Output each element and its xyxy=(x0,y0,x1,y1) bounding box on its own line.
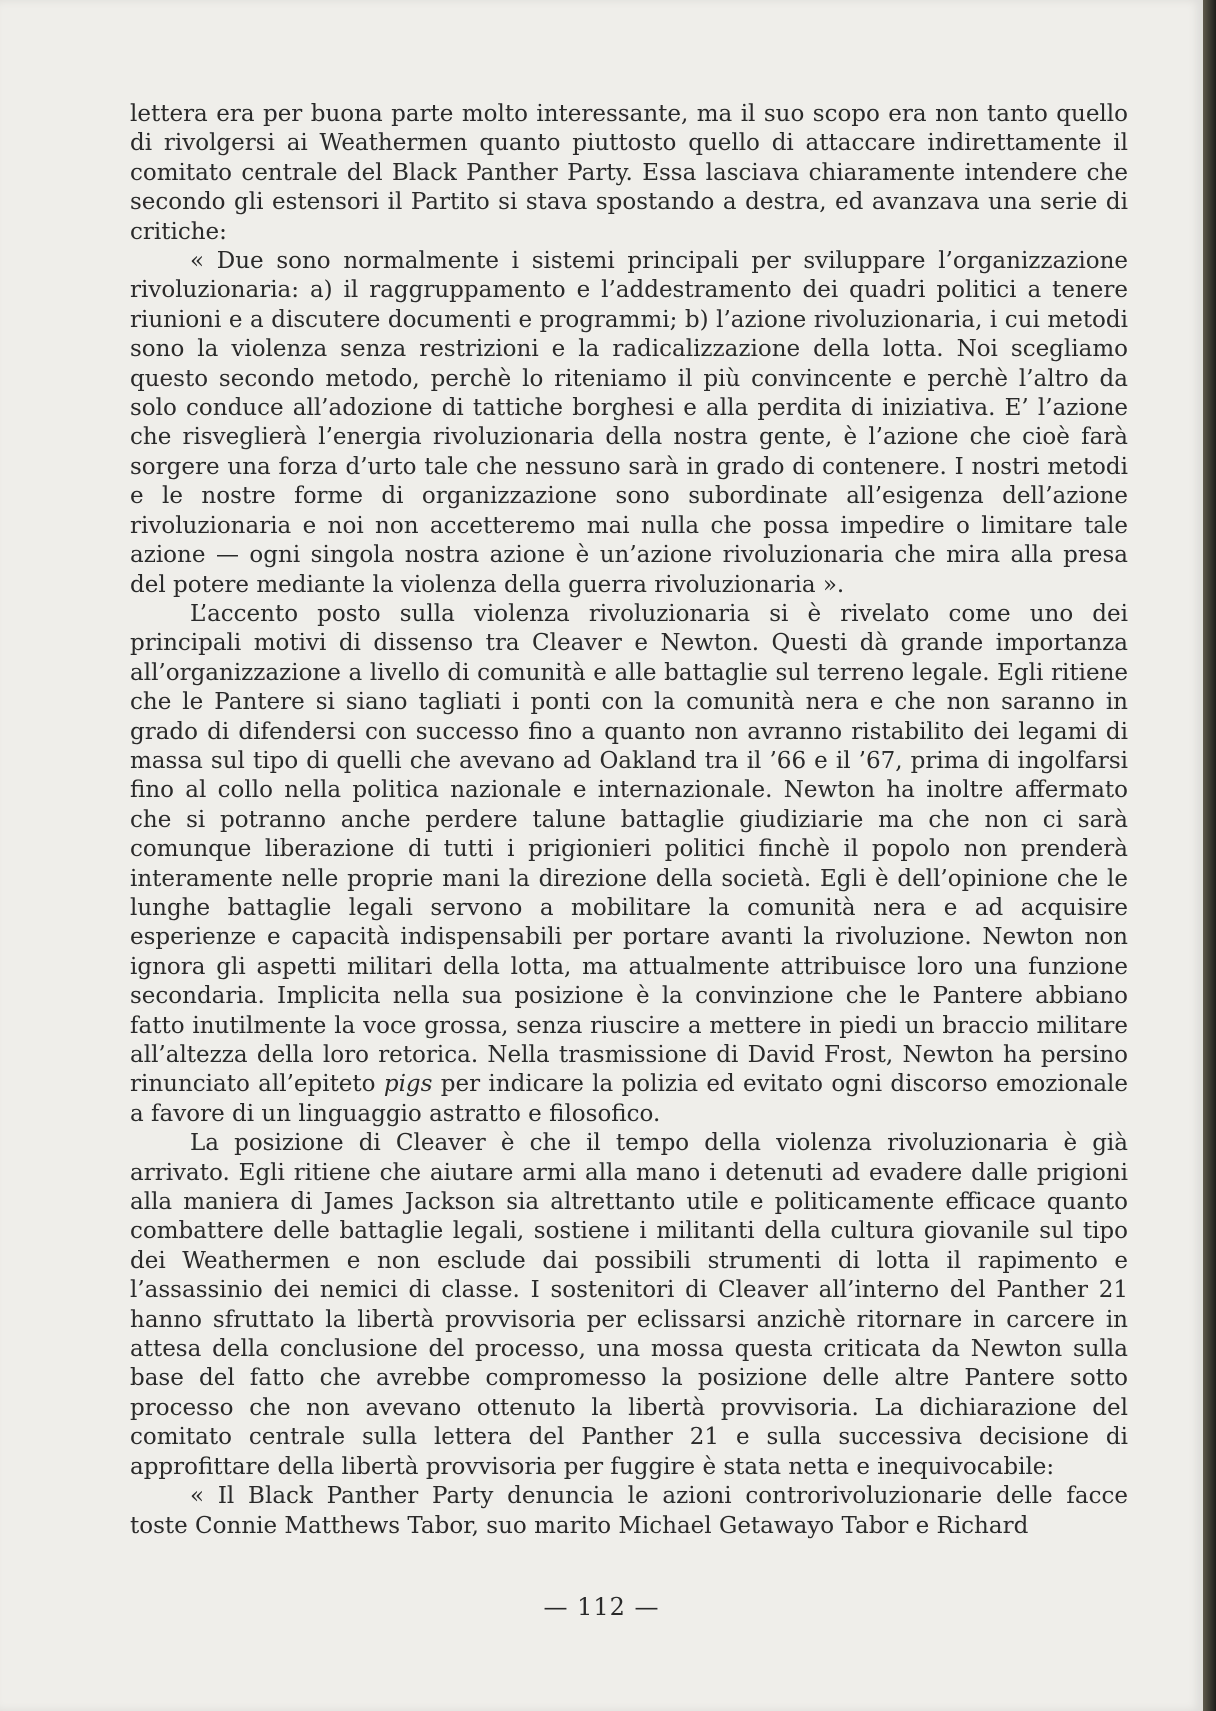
paragraph-4: La posizione di Cleaver è che il tempo della violenza rivoluzionaria è già arrivato. Egli ritiene che aiutare armi alla mano i detenuti ad evadere dalle prigioni alla maniera di James Jackson sia altrettanto utile e politicamente efficace quanto combattere delle battaglie legali, sostiene i militanti della cultura giovanile sul tipo dei Weathermen e non esclude dai possibili strumenti di lotta il rapimento e l’assassinio dei nemici di classe. I sostenitori di Cleaver all’interno del Panther 21 hanno sfruttato la libertà provvisoria per eclissarsi anzichè ritornare in carcere in attesa della conclusione del processo, una mossa questa criticata da Newton sulla base del fatto che avrebbe compromesso la posizione delle altre Pantere sotto processo che non avevano ottenuto la libertà provvisoria. La dichiarazione del comitato centrale sulla lettera del Panther 21 e sulla successiva decisione di approfittare della libertà provvisoria per fuggire è stata netta e inequivocabile: xyxy=(130,1130,1128,1480)
page-edge-shadow xyxy=(1203,0,1216,1711)
page-number: — 112 — xyxy=(543,1593,660,1621)
italic-term: pigs xyxy=(383,1071,433,1098)
paragraph-3 xyxy=(130,600,1128,1129)
paragraph-5-quote: « Il Black Panther Party denuncia le azioni controrivoluzionarie delle facce toste Connie Matthews Tabor, suo marito Michael Getawayo Tabor e Richard xyxy=(130,1483,1128,1539)
paragraph-3-text: L’accento posto sulla violenza rivoluzionaria si è rivelato come uno dei principali motivi di dissenso tra Cleaver e Newton. Questi dà grande importanza all’organizzazione a livello di comunità e alle battaglie sul terreno legale. Egli ritiene che le Pantere si siano tagliati i ponti con la comunità nera e che non saranno in grado di difendersi con successo fino a quanto non avranno ristabilito dei legami di massa sul tipo di quelli che avevano ad Oakland tra il ’66 e il ’67, prima di ingolfarsi fino al collo nella politica nazionale e internazionale. Newton ha inoltre affermato che si potranno anche perdere talune battaglie giudiziarie ma che non ci sarà comunque liberazione di tutti i prigionieri politici finchè il popolo non prenderà interamente nelle proprie mani la direzione della società. Egli è dell’opinione che le lunghe battaglie legali servono a mobilitare la comunità nera e ad acquisire esperienze e capacità indispensabili per portare avanti la rivoluzione. Newton non ignora gli aspetti militari della lotta, ma attualmente attribuisce loro una funzione secondaria. Implicita nella sua posizione è la convinzione che le Pantere abbiano fatto inutilmente la voce grossa, senza riuscire a mettere in piedi un braccio militare all’altezza della loro retorica. Nella trasmissione di David Frost, Newton ha persino rinunciato all’epiteto xyxy=(130,600,1128,1098)
body-text xyxy=(130,100,1128,1541)
paragraph-3-tail: per indicare la polizia ed evitato ogni discorso emozionale a favore di un linguaggio astratto e filosofico. xyxy=(130,1071,1129,1127)
paragraph-2-quote: « Due sono normalmente i sistemi principali per sviluppare l’organizzazione rivoluzionaria: a) il raggruppamento e l’addestramento dei quadri politici a tenere riunioni e a discutere documenti e programmi; b) l’azione rivoluzionaria, i cui metodi sono la violenza senza restrizioni e la radicalizzazione della lotta. Noi scegliamo questo secondo metodo, perchè lo riteniamo il più convincente e perchè l’altro da solo conduce all’adozione di tattiche borghesi e alla perdita di iniziativa. E’ l’azione che risveglierà l’energia rivoluzionaria della nostra gente, è l’azione che cioè farà sorgere una forza d’urto tale che nessuno sarà in grado di contenere. I nostri metodi e le nostre forme di organizzazione sono subordinate all’esigenza dell’azione rivoluzionaria e noi non accetteremo mai nulla che possa impedire o limitare tale azione — ogni singola nostra azione è un’azione rivoluzionaria che mira alla presa del potere mediante la violenza della guerra rivoluzionaria ». xyxy=(130,248,1128,598)
paragraph-1: lettera era per buona parte molto interessante, ma il suo scopo era non tanto quello di rivolgersi ai Weathermen quanto piuttosto quello di attaccare indirettamente il comitato centrale del Black Panther Party. Essa lasciava chiaramente intendere che secondo gli estensori il Partito si stava spostando a destra, ed avanzava una serie di critiche: xyxy=(130,101,1128,245)
